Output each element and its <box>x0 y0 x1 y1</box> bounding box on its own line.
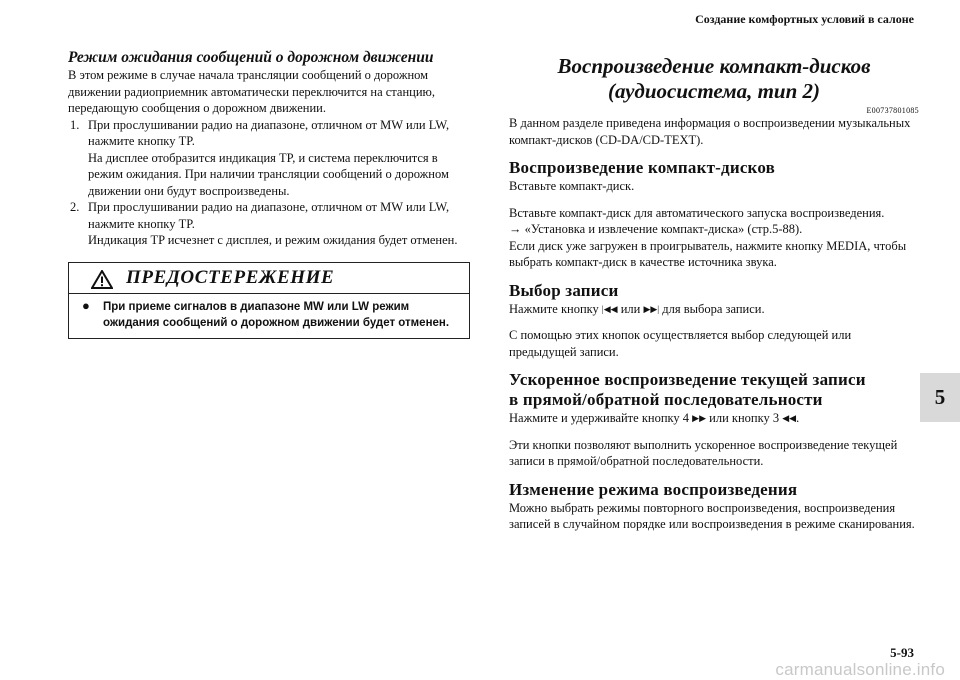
cd-playback-reference: → «Установка и извлечение компакт-диска» (стр.5-88). <box>509 222 803 236</box>
fast-play-p2: Эти кнопки позволяют выполнить ускоренное воспроизведение текущей записи в прямой/обратной последовательности. <box>509 437 898 468</box>
page-number: 5-93 <box>890 645 914 660</box>
track-select-p2: С помощью этих кнопок осуществляется выбор следующей или предыдущей записи. <box>509 328 852 359</box>
fast-play-p1: Нажмите и удерживайте кнопку 4 ▶▶ или кнопку 3 ◀◀. <box>509 411 800 425</box>
play-mode-heading: Изменение режима воспроизведения <box>509 479 798 499</box>
play-mode-p1: Можно выбрать режимы повторного воспроизведения, воспроизведения записей в случайном порядке или воспроизведения в режиме сканирования. <box>509 500 915 531</box>
traffic-standby-heading: Режим ожидания сообщений о дорожном движении <box>68 49 434 66</box>
chapter-tab: 5 <box>920 373 960 422</box>
warning-text: При приеме сигналов в диапазоне MW или LW режим ожидания сообщений о дорожном движении будет отменен. <box>103 300 450 329</box>
running-header: Создание комфортных условий в салоне <box>695 12 914 26</box>
section-title <box>509 54 919 104</box>
bullet-icon: ● <box>82 297 90 313</box>
prev-track-icon: |◀◀ <box>601 303 618 314</box>
next-track-icon: ▶▶| <box>643 303 660 314</box>
rewind-icon: ◀◀ <box>782 413 797 423</box>
step-text: При прослушивании радио на диапазоне, отличном от MW или LW, нажмите кнопку TP. <box>88 200 450 231</box>
list-item <box>68 117 468 200</box>
cd-playback-p4: Если диск уже загружен в проигрыватель, нажмите кнопку MEDIA, чтобы выбрать компакт-диск в качестве источника звука. <box>509 238 907 269</box>
track-select-p1: Нажмите кнопку |◀◀ или ▶▶| для выбора записи. <box>509 301 765 316</box>
section-intro: В данном разделе приведена информация о воспроизведении музыкальных компакт-дисков (CD-DA/CD-TEXT). <box>509 116 911 147</box>
warning-body <box>69 294 469 338</box>
step-text: При прослушивании радио на диапазоне, отличном от MW или LW, нажмите кнопку TP. <box>88 117 450 148</box>
warning-header <box>69 263 469 294</box>
cd-playback-heading: Воспроизведение компакт-дисков <box>509 158 775 177</box>
section-code: E00737801085 <box>866 106 919 115</box>
step-number: 2. <box>70 200 80 214</box>
warning-box <box>68 262 470 339</box>
track-select-heading: Выбор записи <box>509 280 619 300</box>
step-number: 1. <box>70 117 80 132</box>
traffic-standby-steps <box>68 117 468 249</box>
step-result: На дисплее отобразится индикация TP, и система переключится в режим ожидания. При наличии трансляции сообщений о дорожном движении они будут воспроизведены. <box>88 150 449 198</box>
fast-forward-icon: ▶▶ <box>692 413 707 423</box>
cd-playback-p1: Вставьте компакт-диск. <box>509 179 635 193</box>
section-title-line1: Воспроизведение компакт-дисков <box>557 54 871 78</box>
fast-play-heading: Ускоренное воспроизведение текущей записи в прямой/обратной последовательности <box>509 370 866 409</box>
step-result: Индикация TP исчезнет с дисплея, и режим ожидания будет отменен. <box>88 233 458 247</box>
left-column <box>68 48 468 339</box>
warning-title: ПРЕДОСТЕРЕЖЕНИЕ <box>126 266 335 288</box>
warning-triangle-icon <box>91 270 113 289</box>
watermark: carmanualsonline.info <box>775 660 945 679</box>
right-column <box>509 54 919 533</box>
traffic-standby-intro: В этом режиме в случае начала трансляции сообщений о дорожном движении радиоприемник автоматически переключится на станцию, передающую сообщения о дорожном движении. <box>68 68 435 115</box>
cd-playback-p2: Вставьте компакт-диск для автоматического запуска воспроизведения. <box>509 205 885 220</box>
list-item <box>68 199 468 249</box>
section-title-line2: (аудиосистема, тип 2) <box>607 79 821 103</box>
